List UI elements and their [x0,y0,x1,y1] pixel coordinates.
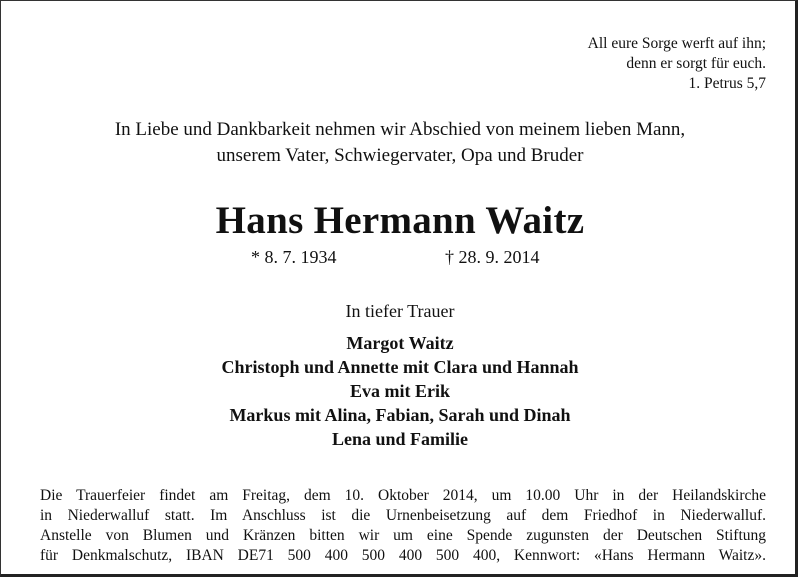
bible-verse [588,34,766,94]
birth-date: * 8. 7. 1934 [251,247,337,267]
verse-reference: 1. Petrus 5,7 [688,75,766,92]
verse-line-1: All eure Sorge werft auf ihn; [587,35,766,52]
ceremony-line-2: in Niederwalluf statt. Im Anschluss ist die Urnenbeisetzung auf dem Friedhof in Niederwalluf. [40,507,766,524]
mourning-label: In tiefer Trauer [345,301,455,321]
family-member: Markus mit Alina, Fabian, Sarah und Dinah [229,405,571,425]
ceremony-info [40,486,766,566]
intro-line-2: unserem Vater, Schwiegervater, Opa und Bruder [216,145,584,166]
family-list [0,331,800,451]
family-member: Christoph und Annette mit Clara und Hannah [221,357,579,377]
deceased-name: Hans Hermann Waitz [215,199,585,242]
death-date: † 28. 9. 2014 [445,247,540,267]
intro-text [0,117,800,169]
intro-line-1: In Liebe und Dankbarkeit nehmen wir Abschied von meinem lieben Mann, [114,119,686,140]
ceremony-line-4: für Denkmalschutz, IBAN DE71 500 400 500 400 500 400, Kennwort: «Hans Hermann Waitz». [40,547,766,564]
family-member: Margot Waitz [346,333,454,353]
family-member: Lena und Familie [331,429,469,449]
ceremony-line-1: Die Trauerfeier findet am Freitag, dem 10. Oktober 2014, um 10.00 Uhr in der Heilandskirche [40,487,766,504]
family-member: Eva mit Erik [349,381,450,401]
ceremony-line-3: Anstelle von Blumen und Kränzen bitten wir um eine Spende zugunsten der Deutschen Stiftung [40,527,766,544]
verse-line-2: denn er sorgt für euch. [626,55,766,72]
